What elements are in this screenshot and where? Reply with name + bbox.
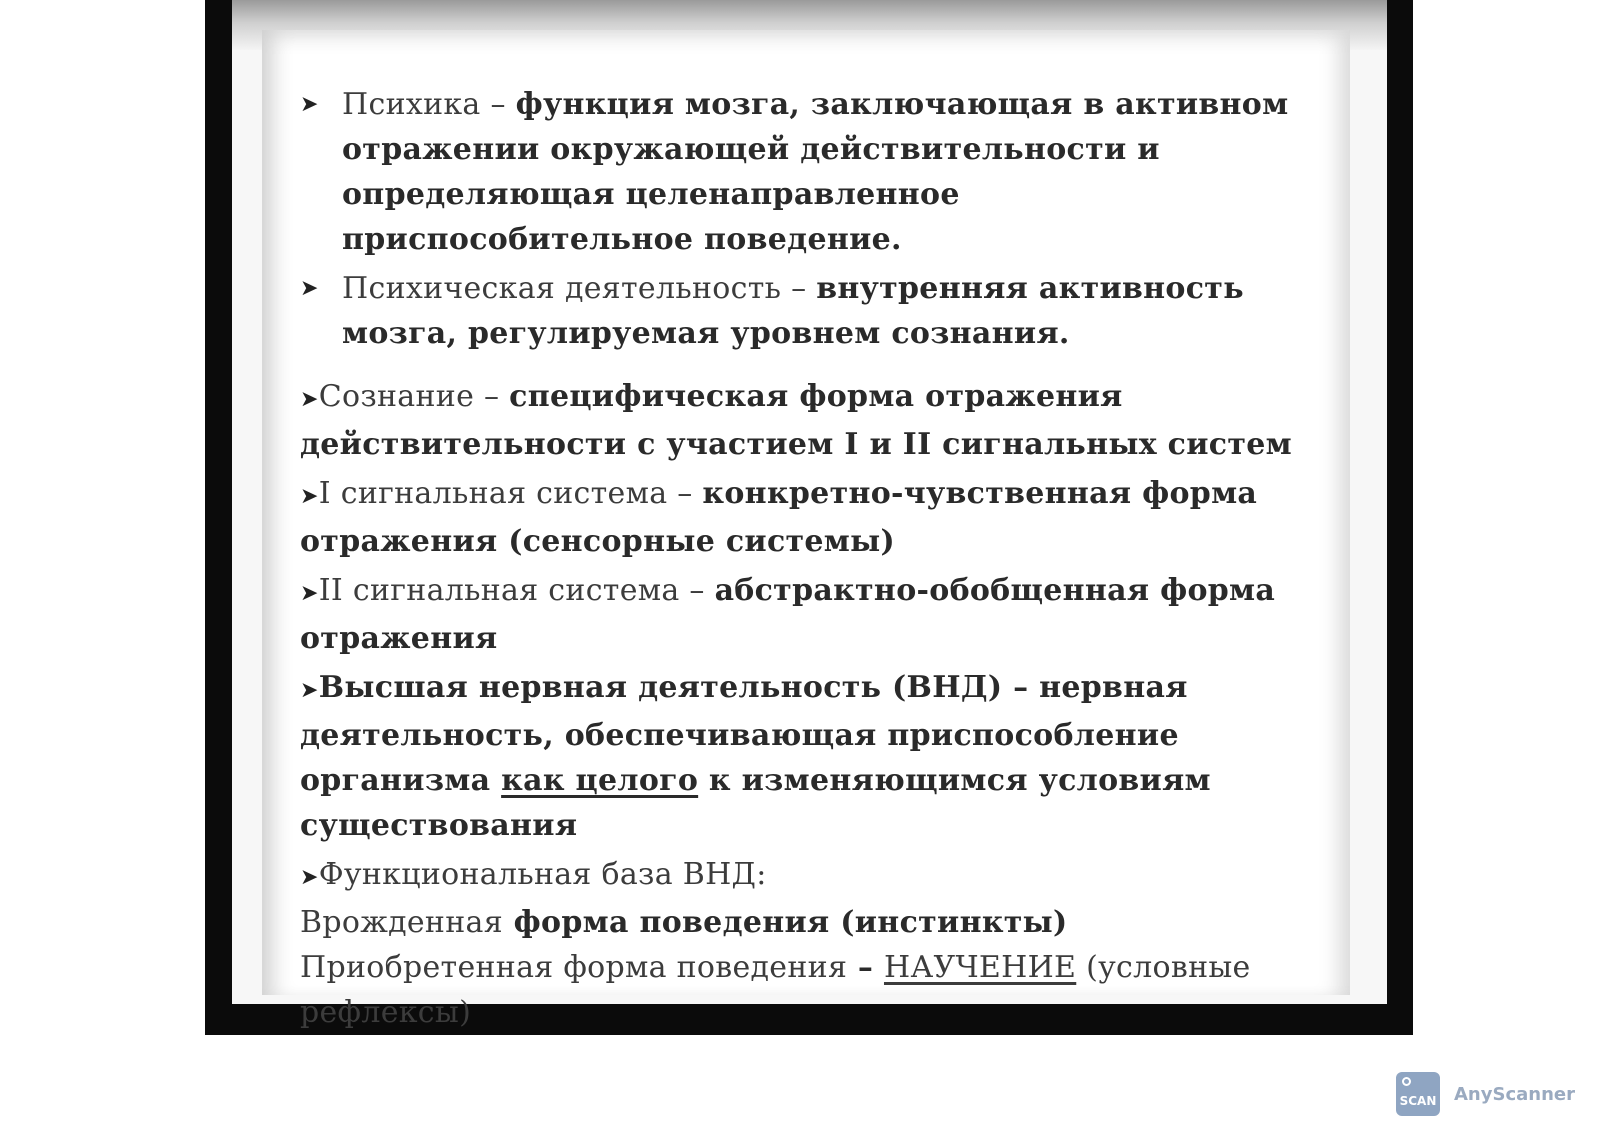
definition-higher-nervous-activity: ➤Высшая нервная деятельность (ВНД) – нервная деятельность, обеспечивающая приспособление организма как целого к изменяющимся условиям существования [300,670,1211,843]
definition-text: абстрактно-обобщенная форма отражения [300,573,1276,656]
definition-first-signal-system: ➤I сигнальная система – конкретно-чувственная форма отражения (сенсорные системы) [300,476,1258,559]
arrowhead-bullet-icon: ➤ [300,678,319,703]
anyscanner-watermark [1396,1072,1575,1116]
arrowhead-bullet-icon: ➤ [300,865,319,890]
definition-text-end: к изменяющимся условиям существования [300,763,1211,843]
arrowhead-bullet-icon: ➤ [300,276,319,301]
term: II сигнальная система [318,573,680,608]
definition-consciousness: ➤Сознание – специфическая форма отражения действительности с участием I и II сигнальных систем [300,379,1292,462]
definition-text: специфическая форма отражения действительности с участием I и II сигнальных систем [300,379,1292,462]
definition-text: конкретно-чувственная форма отражения (сенсорные системы) [300,476,1258,559]
definition-second-signal-system: ➤II сигнальная система – абстрактно-обобщенная форма отражения [300,573,1276,656]
term: Высшая нервная деятельность (ВНД) [318,670,1003,705]
definition-text: внутренняя активность мозга, регулируемая уровнем сознания. [342,271,1244,351]
acquired-behavior-line: Приобретенная форма поведения – НАУЧЕНИЕ (условные рефлексы) [300,950,1251,1030]
arrowhead-bullet-icon: ➤ [300,387,319,412]
definition-text: функция мозга, заключающая в активном отражении окружающей действительности и определяющая целенаправленное приспособительное поведение. [342,87,1289,257]
scan-logo-icon: SCAN [1396,1072,1440,1116]
arrowhead-bullet-icon: ➤ [300,92,319,117]
definition-psyche: ➤ Психика – функция мозга, заключающая в активном отражении окружающей действительности и определяющая целенаправленное приспособительное поведение. [300,82,1310,262]
watermark-name: AnyScanner [1454,1083,1575,1105]
term: Психика [342,87,481,122]
definition-text: нервная деятельность, обеспечивающая приспособление организма [300,670,1188,798]
learning-term: НАУЧЕНИЕ [883,950,1077,985]
term: Сознание [318,379,475,414]
term: Психическая деятельность [342,271,782,306]
functional-base-heading [300,852,1310,900]
underlined-phrase: как целого [501,763,699,798]
slide-text [300,82,1310,1035]
arrowhead-bullet-icon: ➤ [300,484,319,509]
innate-behavior-line: Врожденная форма поведения (инстинкты) [300,905,1068,940]
arrowhead-bullet-icon: ➤ [300,581,319,606]
term: I сигнальная система [318,476,668,511]
heading-text: Функциональная база ВНД: [318,857,767,892]
definition-mental-activity: ➤ Психическая деятельность – внутренняя активность мозга, регулируемая уровнем сознания. [300,266,1310,356]
